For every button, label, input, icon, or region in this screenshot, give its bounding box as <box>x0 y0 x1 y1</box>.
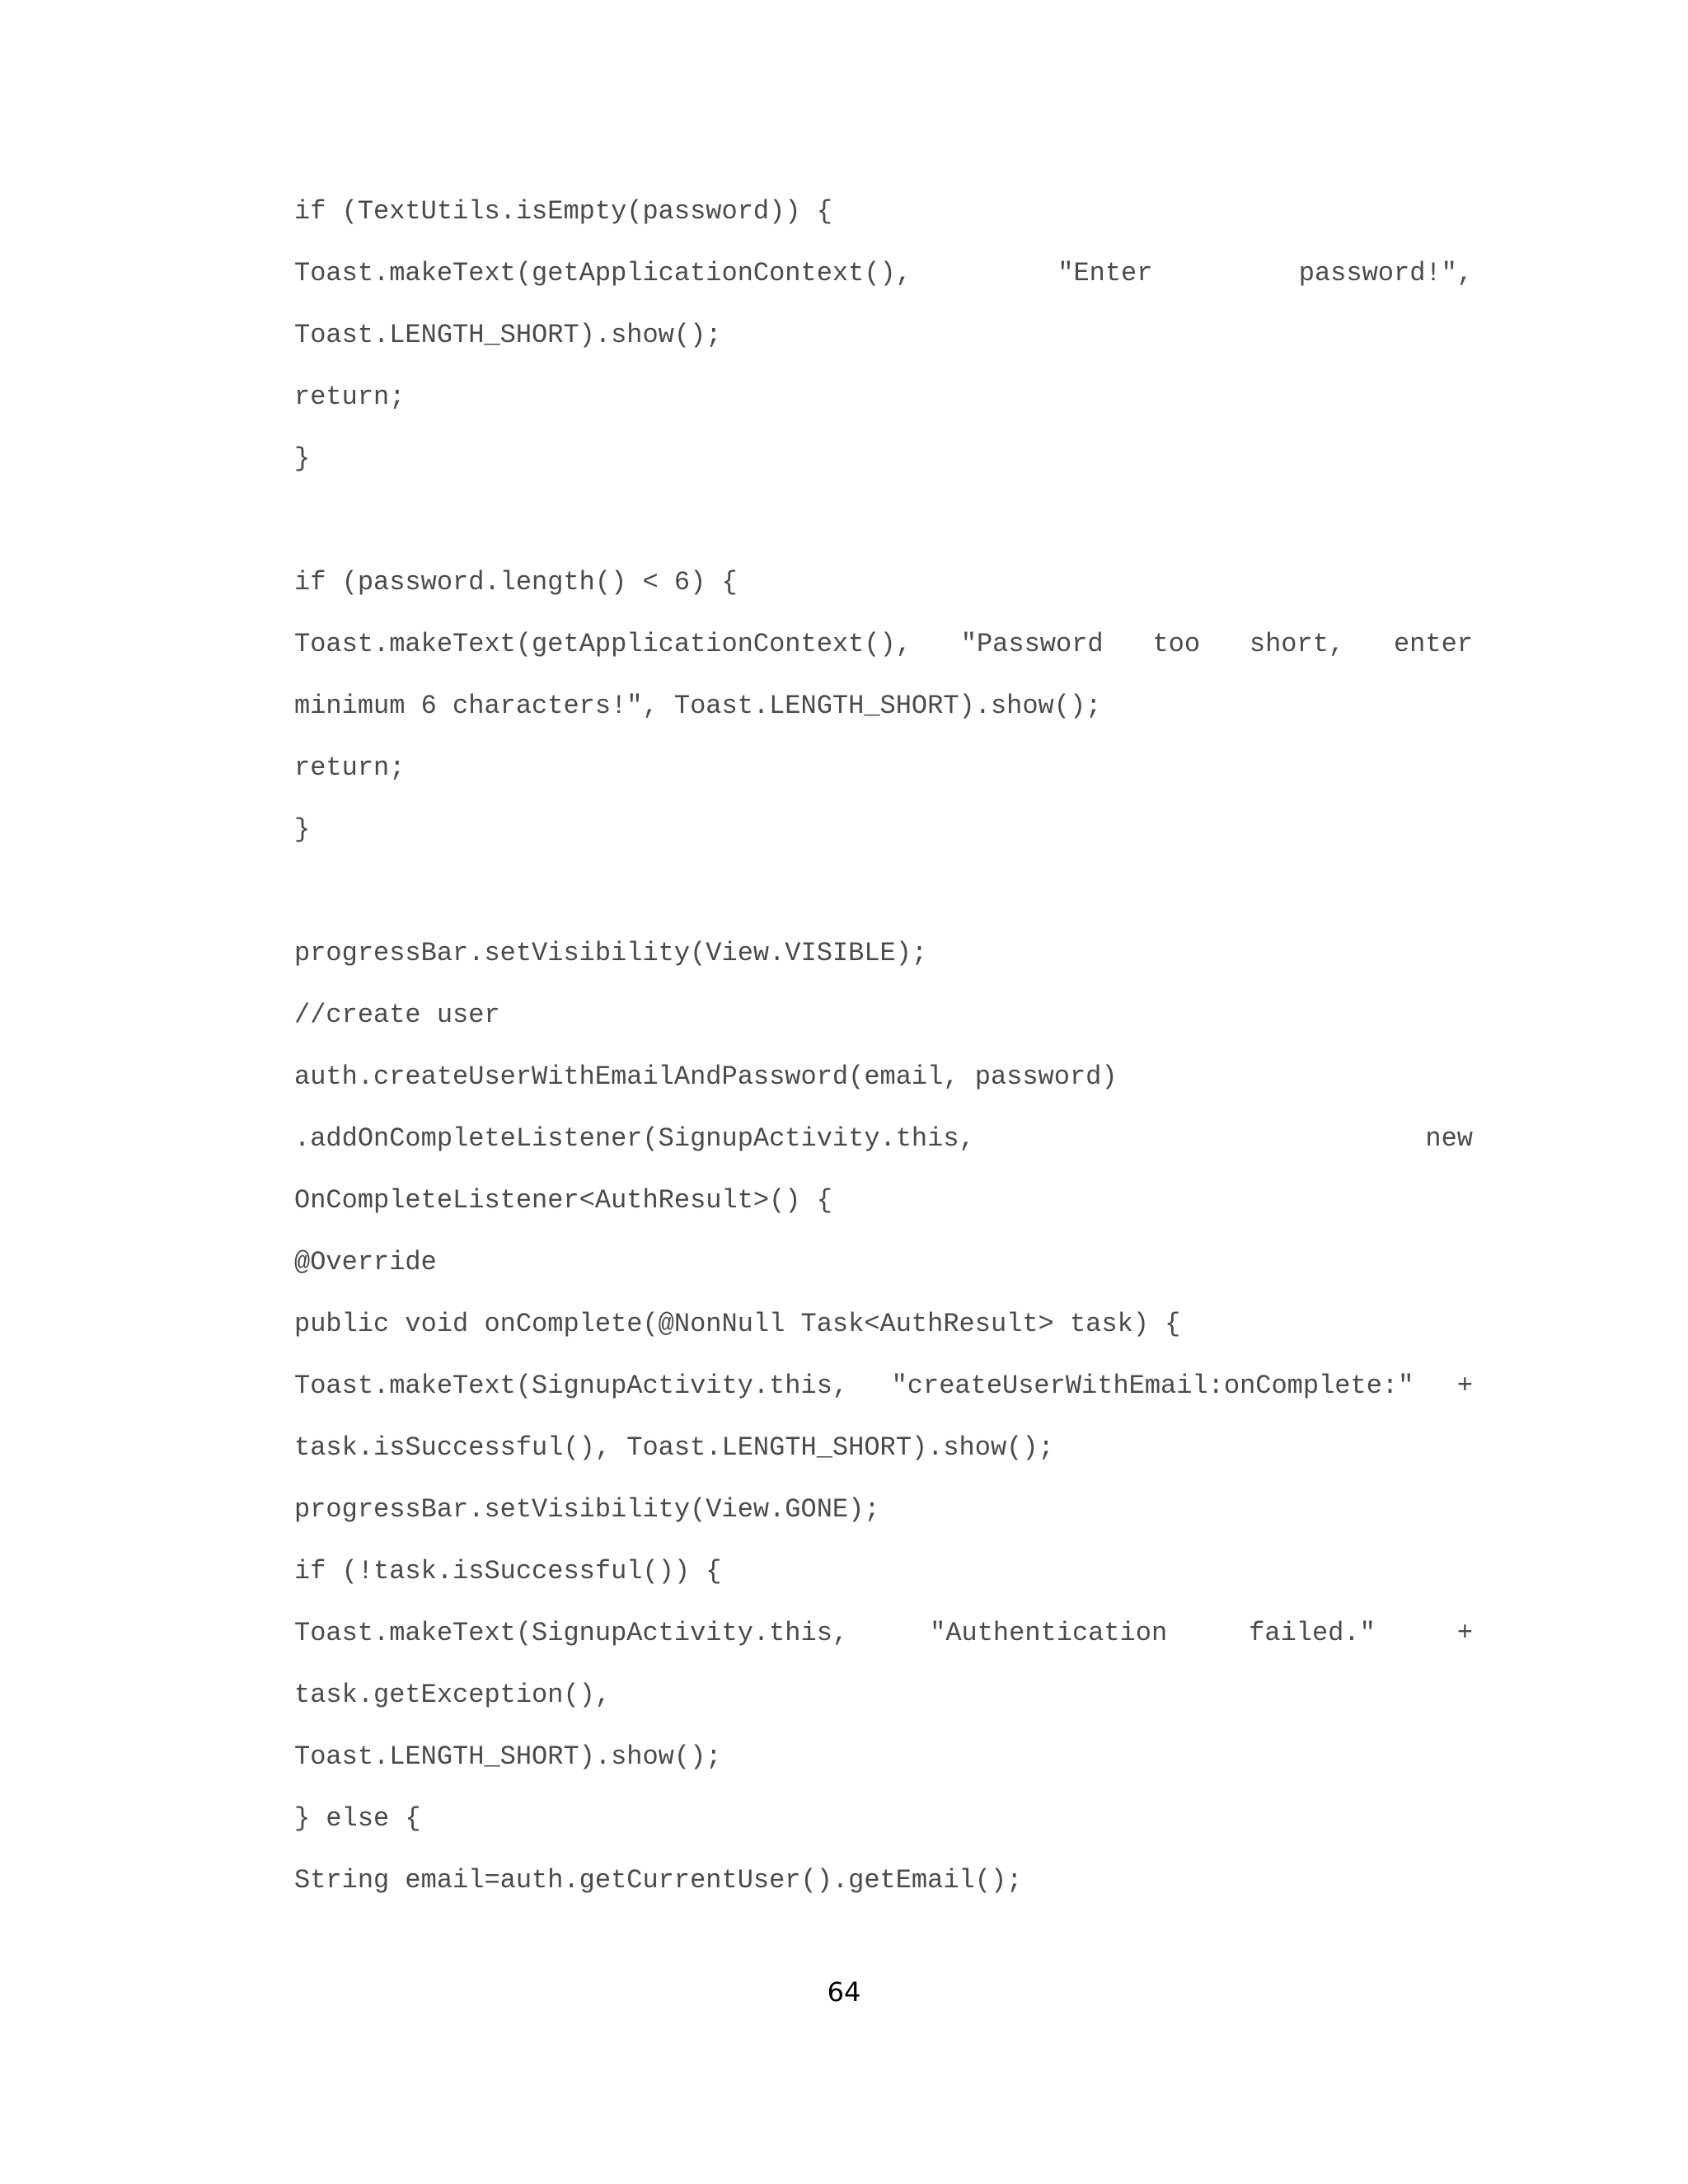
code-line: String email=auth.getCurrentUser().getEmail(); <box>294 1865 1023 1896</box>
code-line: progressBar.setVisibility(View.VISIBLE); <box>294 938 928 968</box>
code-token: "createUserWithEmail:onComplete:" <box>891 1371 1414 1401</box>
code-line <box>294 625 1473 687</box>
code-token: + <box>1456 1371 1473 1401</box>
code-line: } <box>294 443 311 474</box>
code-token: enter <box>1393 629 1473 659</box>
code-token: Toast.makeText(SignupActivity.this, <box>294 1618 849 1648</box>
code-token: too <box>1152 629 1201 659</box>
code-token: Toast.makeText(SignupActivity.this, <box>294 1371 849 1401</box>
code-line: } <box>294 814 311 845</box>
code-token: + <box>1456 1618 1473 1648</box>
code-line: task.getException(), <box>294 1680 612 1710</box>
code-line <box>294 1366 1473 1428</box>
code-line: return; <box>294 382 406 412</box>
code-line <box>294 1119 1473 1181</box>
page-number: 64 <box>827 1976 861 2008</box>
code-token: Toast.makeText(getApplicationContext(), <box>294 629 912 659</box>
code-token: failed." <box>1249 1618 1376 1648</box>
code-line: minimum 6 characters!", Toast.LENGTH_SHORT).show(); <box>294 691 1102 721</box>
code-annotation: @Override <box>294 1247 437 1277</box>
code-token: Toast.makeText(getApplicationContext(), <box>294 258 912 288</box>
code-line: if (!task.isSuccessful()) { <box>294 1556 722 1586</box>
code-line: progressBar.setVisibility(View.GONE); <box>294 1494 880 1525</box>
code-line: Toast.LENGTH_SHORT).show(); <box>294 1741 722 1772</box>
code-line: auth.createUserWithEmailAndPassword(email, password) <box>294 1062 1118 1092</box>
code-comment: //create user <box>294 1000 500 1030</box>
code-line: if (TextUtils.isEmpty(password)) { <box>294 196 832 227</box>
code-token: short, <box>1249 629 1345 659</box>
code-token: new <box>1425 1123 1473 1154</box>
blank-line <box>294 501 1473 563</box>
code-line: } else { <box>294 1803 421 1834</box>
code-line: OnCompleteListener<AuthResult>() { <box>294 1185 832 1216</box>
code-token: "Authentication <box>930 1618 1168 1648</box>
code-token: "Password <box>960 629 1104 659</box>
code-listing <box>294 192 1473 1923</box>
code-token: .addOnCompleteListener(SignupActivity.this, <box>294 1123 975 1154</box>
code-line: task.isSuccessful(), Toast.LENGTH_SHORT).show(); <box>294 1432 1054 1463</box>
code-line: Toast.LENGTH_SHORT).show(); <box>294 320 722 350</box>
code-token: password!", <box>1298 258 1473 288</box>
code-token: "Enter <box>1057 258 1153 288</box>
code-line: return; <box>294 752 406 783</box>
code-line <box>294 254 1473 316</box>
blank-line <box>294 872 1473 934</box>
code-line: public void onComplete(@NonNull Task<AuthResult> task) { <box>294 1309 1181 1339</box>
code-line <box>294 1614 1473 1675</box>
code-line: if (password.length() < 6) { <box>294 567 738 598</box>
